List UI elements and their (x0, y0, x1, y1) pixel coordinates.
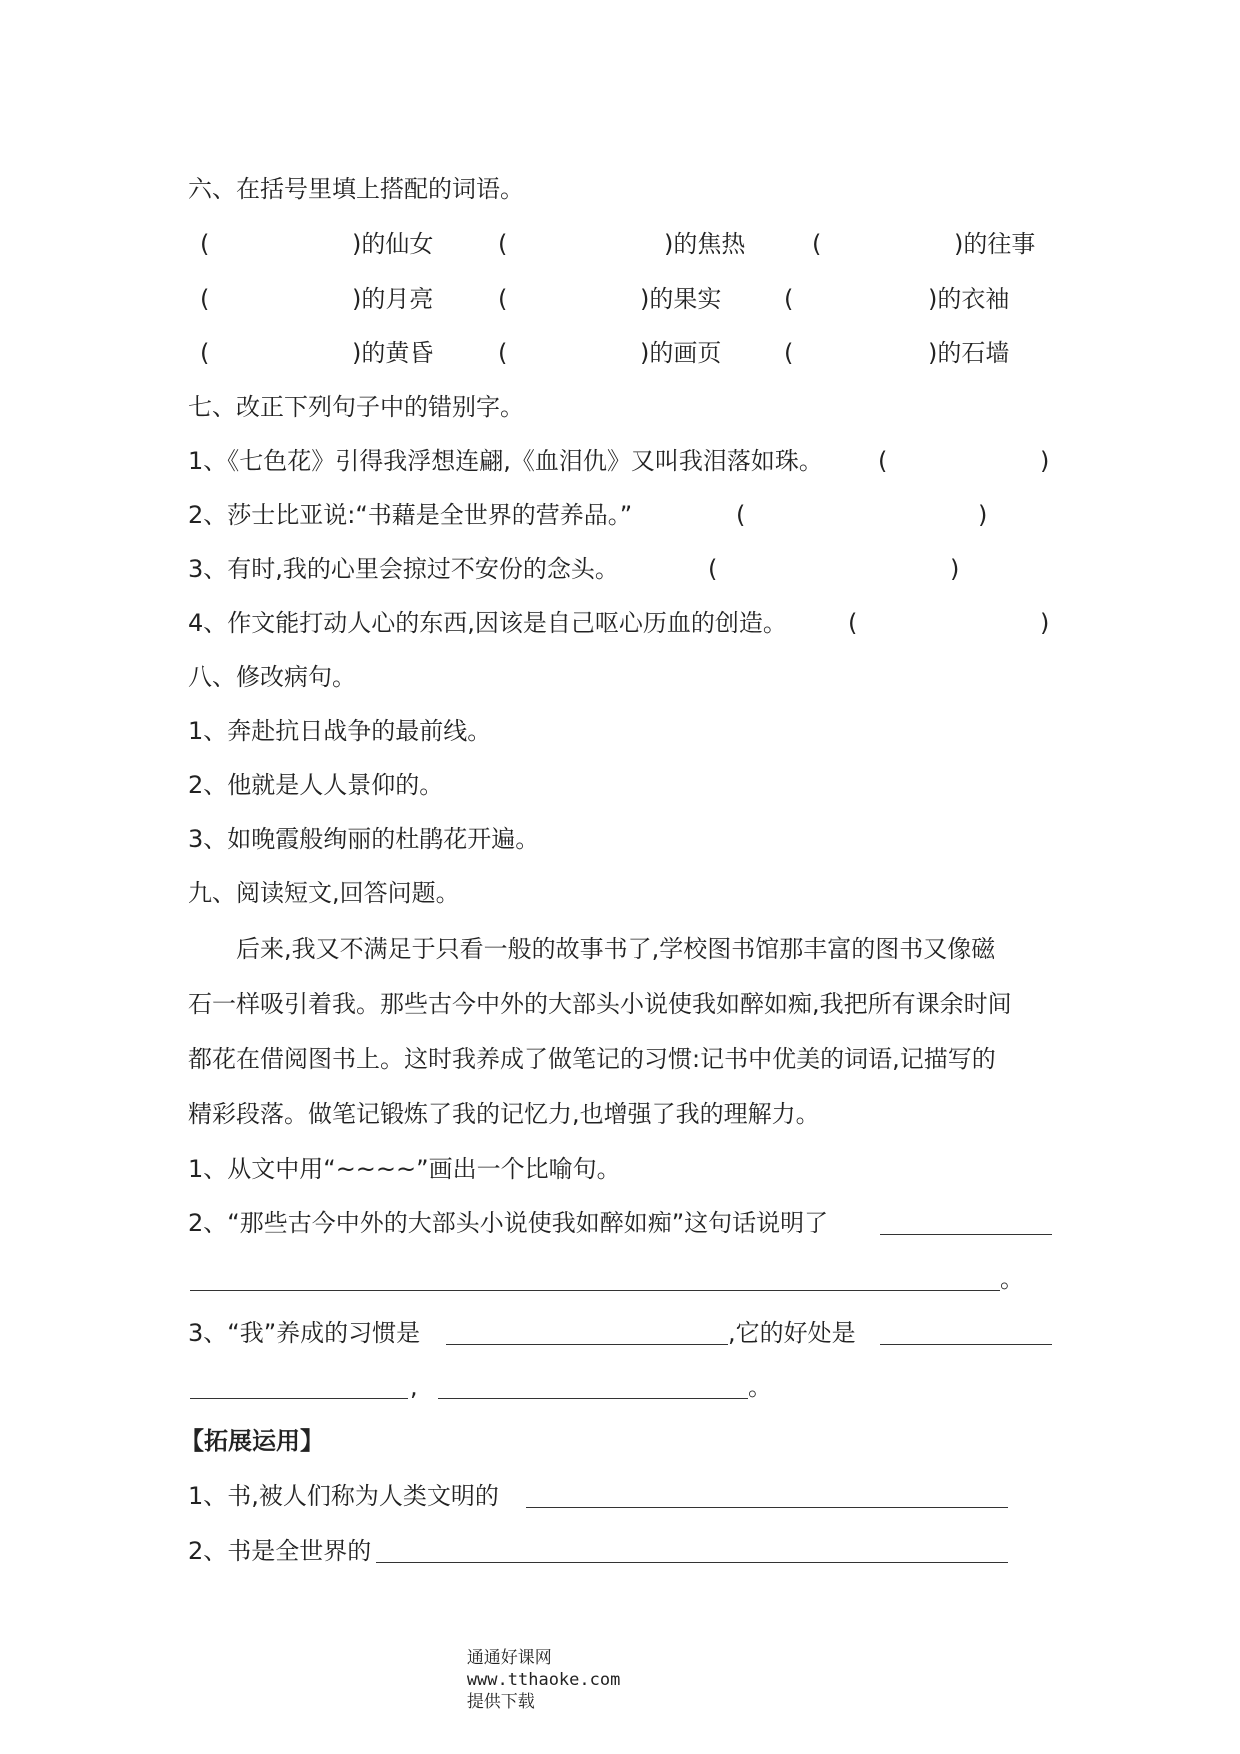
paren-open: ( (200, 339, 210, 367)
section-6-title: 六、在括号里填上搭配的词语。 (188, 175, 524, 203)
paren-open: ( (848, 609, 858, 637)
match-item: )的衣袖 (928, 285, 1010, 313)
sick-sentence-2: 2、他就是人人景仰的。 (188, 771, 444, 799)
match-item: )的果实 (640, 285, 722, 313)
passage-line-3: 都花在借阅图书上。这时我养成了做笔记的习惯:记书中优美的词语,记描写的 (188, 1045, 996, 1073)
footer (456, 1625, 620, 1713)
paren-open: ( (784, 339, 794, 367)
extension-heading: 【拓展运用】 (180, 1427, 324, 1455)
correction-item-4: 4、作文能打动人心的东西,因该是自己呕心历血的创造。 (188, 609, 787, 637)
paren-open: ( (498, 230, 508, 258)
match-item: )的石墙 (928, 339, 1010, 367)
answer-blank[interactable] (190, 1268, 1000, 1291)
paren-open: ( (200, 230, 210, 258)
paren-close: ) (1040, 609, 1050, 637)
match-item: )的画页 (640, 339, 722, 367)
paren-close: ) (950, 555, 960, 583)
answer-blank[interactable] (376, 1540, 1008, 1563)
reading-question-1: 1、从文中用“~~~~”画出一个比喻句。 (188, 1155, 621, 1183)
extension-question-1: 1、书,被人们称为人类文明的 (188, 1482, 499, 1510)
paren-open: ( (784, 285, 794, 313)
correction-item-3: 3、有时,我的心里会掠过不安份的念头。 (188, 555, 619, 583)
extension-question-2: 2、书是全世界的 (188, 1537, 372, 1565)
answer-blank[interactable] (880, 1212, 1052, 1235)
reading-question-2: 2、“那些古今中外的大部头小说使我如醉如痴”这句话说明了 (188, 1209, 829, 1237)
paren-open: ( (812, 230, 822, 258)
period: 。 (1000, 1265, 1024, 1293)
paren-open: ( (736, 501, 746, 529)
correction-item-1: 1、《七色花》引得我浮想连翩,《血泪仇》又叫我泪落如珠。 (188, 447, 823, 475)
answer-blank[interactable] (880, 1322, 1052, 1345)
correction-item-2: 2、莎士比亚说:“书藉是全世界的营养品。” (188, 501, 633, 529)
match-item: )的往事 (954, 230, 1036, 258)
match-item: )的月亮 (352, 285, 434, 313)
paren-close: ) (1040, 447, 1050, 475)
footer-site-name: 通通好课网 (466, 1648, 552, 1668)
section-9-title: 九、阅读短文,回答问题。 (188, 879, 460, 907)
q3-second-part: ,它的好处是 (728, 1319, 856, 1347)
answer-blank[interactable] (446, 1322, 728, 1345)
match-item: )的焦热 (664, 230, 746, 258)
period: 。 (748, 1373, 772, 1401)
answer-blank[interactable] (190, 1376, 408, 1399)
paren-open: ( (200, 285, 210, 313)
comma: , (410, 1373, 418, 1401)
sick-sentence-1: 1、奔赴抗日战争的最前线。 (188, 717, 492, 745)
section-7-title: 七、改正下列句子中的错别字。 (188, 393, 524, 421)
match-item: )的黄昏 (352, 339, 434, 367)
sick-sentence-3: 3、如晚霞般绚丽的杜鹃花开遍。 (188, 825, 540, 853)
paren-close: ) (978, 501, 988, 529)
section-8-title: 八、修改病句。 (188, 663, 356, 691)
paren-open: ( (498, 285, 508, 313)
footer-download-text: 提供下载 (466, 1692, 535, 1712)
answer-blank[interactable] (526, 1485, 1008, 1508)
paren-open: ( (498, 339, 508, 367)
passage-line-2: 石一样吸引着我。那些古今中外的大部头小说使我如醉如痴,我把所有课余时间 (188, 990, 1012, 1018)
answer-blank[interactable] (438, 1376, 748, 1399)
passage-line-1: 后来,我又不满足于只看一般的故事书了,学校图书馆那丰富的图书又像磁 (236, 935, 996, 963)
reading-question-3: 3、“我”养成的习惯是 (188, 1319, 421, 1347)
paren-open: ( (708, 555, 718, 583)
footer-url[interactable]: www.tthaoke.com (466, 1670, 621, 1690)
match-item: )的仙女 (352, 230, 434, 258)
paren-open: ( (878, 447, 888, 475)
passage-line-4: 精彩段落。做笔记锻炼了我的记忆力,也增强了我的理解力。 (188, 1100, 820, 1128)
